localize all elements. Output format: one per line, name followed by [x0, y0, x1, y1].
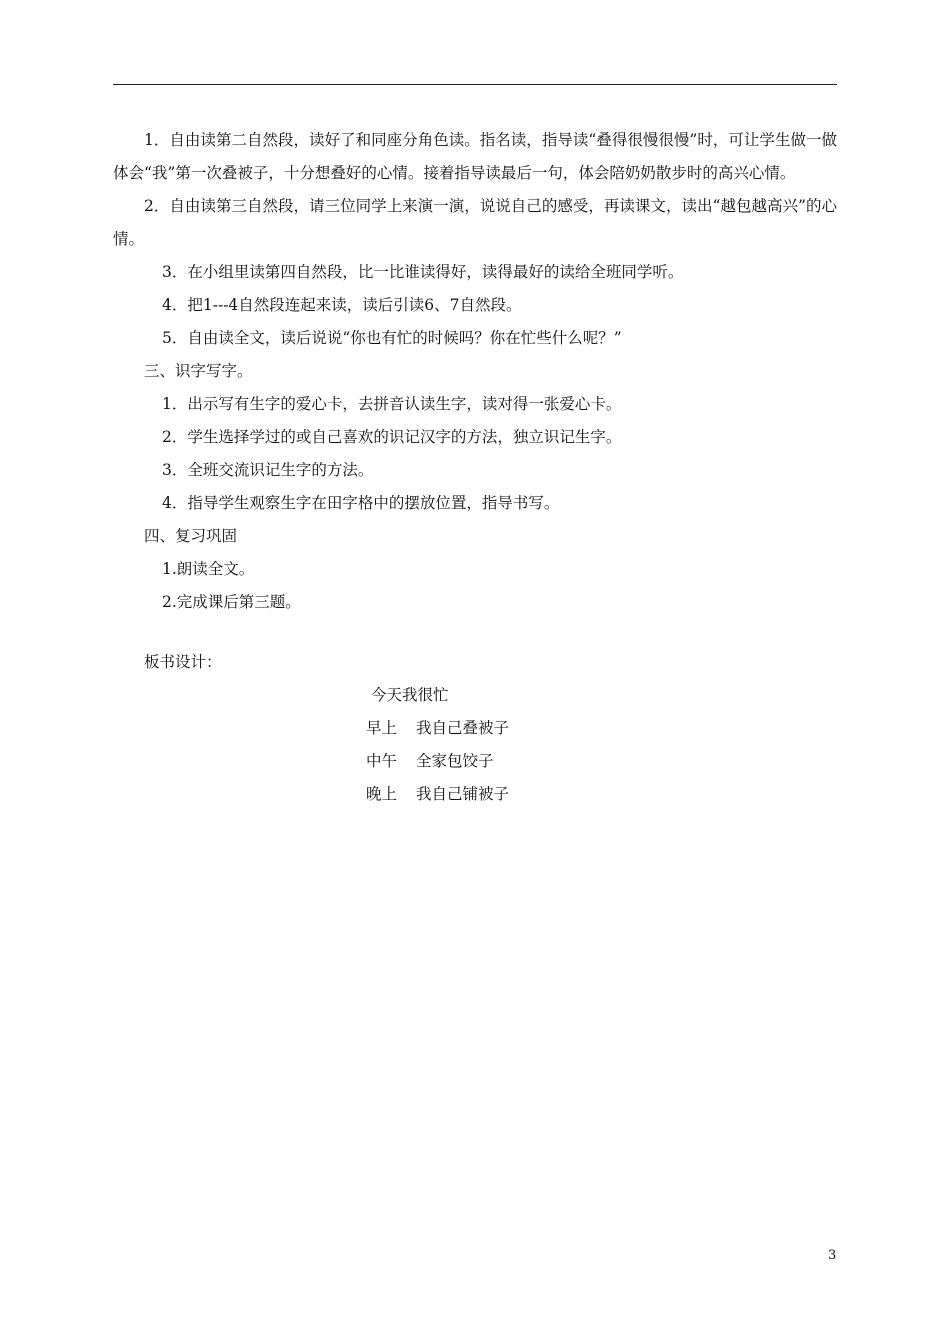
paragraph-2: 2．自由读第三自然段，请三位同学上来演一演，说说自己的感受，再读课文，读出“越包越高兴”的心情。: [113, 197, 837, 248]
section-3-item-3: 3．全班交流识记生字的方法。: [162, 461, 374, 479]
step-4: 4．把1---4自然段连起来读，读后引读6、7自然段。: [162, 296, 522, 314]
board-row-text: 全家包饺子: [416, 752, 494, 770]
section-4-item-2: 2.完成课后第三题。: [162, 593, 301, 611]
board-design-label: 板书设计：: [144, 653, 222, 671]
section-3-heading: 三、识字写字。: [144, 362, 253, 380]
board-row-noon: [113, 745, 837, 778]
spacer: [113, 619, 837, 646]
section-3-item-1: 1．出示写有生字的爱心卡，去拼音认读生字，读对得一张爱心卡。: [162, 395, 622, 413]
board-row-time: 中午: [366, 752, 398, 770]
section-4-item-1: 1.朗读全文。: [162, 560, 255, 578]
board-row-text: 我自己叠被子: [416, 719, 510, 737]
page-number: 3: [828, 1248, 837, 1263]
board-row-morning: [113, 712, 837, 745]
document-body: [113, 124, 837, 811]
board-row-text: 我自己铺被子: [416, 785, 510, 803]
board-row-time: 晚上: [366, 785, 398, 803]
section-3-item-4: 4．指导学生观察生字在田字格中的摆放位置，指导书写。: [162, 494, 560, 512]
board-title: 今天我很忙: [371, 686, 449, 704]
board-row-evening: [113, 778, 837, 811]
step-3: 3．在小组里读第四自然段，比一比谁读得好，读得最好的读给全班同学听。: [162, 263, 684, 281]
step-5: 5．自由读全文，读后说说“你也有忙的时候吗？你在忙些什么呢？”: [162, 329, 622, 347]
board-row-time: 早上: [366, 719, 398, 737]
section-4-heading: 四、复习巩固: [144, 527, 238, 545]
header-rule: [113, 84, 837, 85]
paragraph-1: 1．自由读第二自然段，读好了和同座分角色读。指名读，指导读“叠得很慢很慢”时，可让学生做一做体会“我”第一次叠被子，十分想叠好的心情。接着指导读最后一句，体会陪奶奶散步时的高兴心情。: [113, 131, 837, 182]
section-3-item-2: 2．学生选择学过的或自己喜欢的识记汉字的方法，独立识记生字。: [162, 428, 622, 446]
